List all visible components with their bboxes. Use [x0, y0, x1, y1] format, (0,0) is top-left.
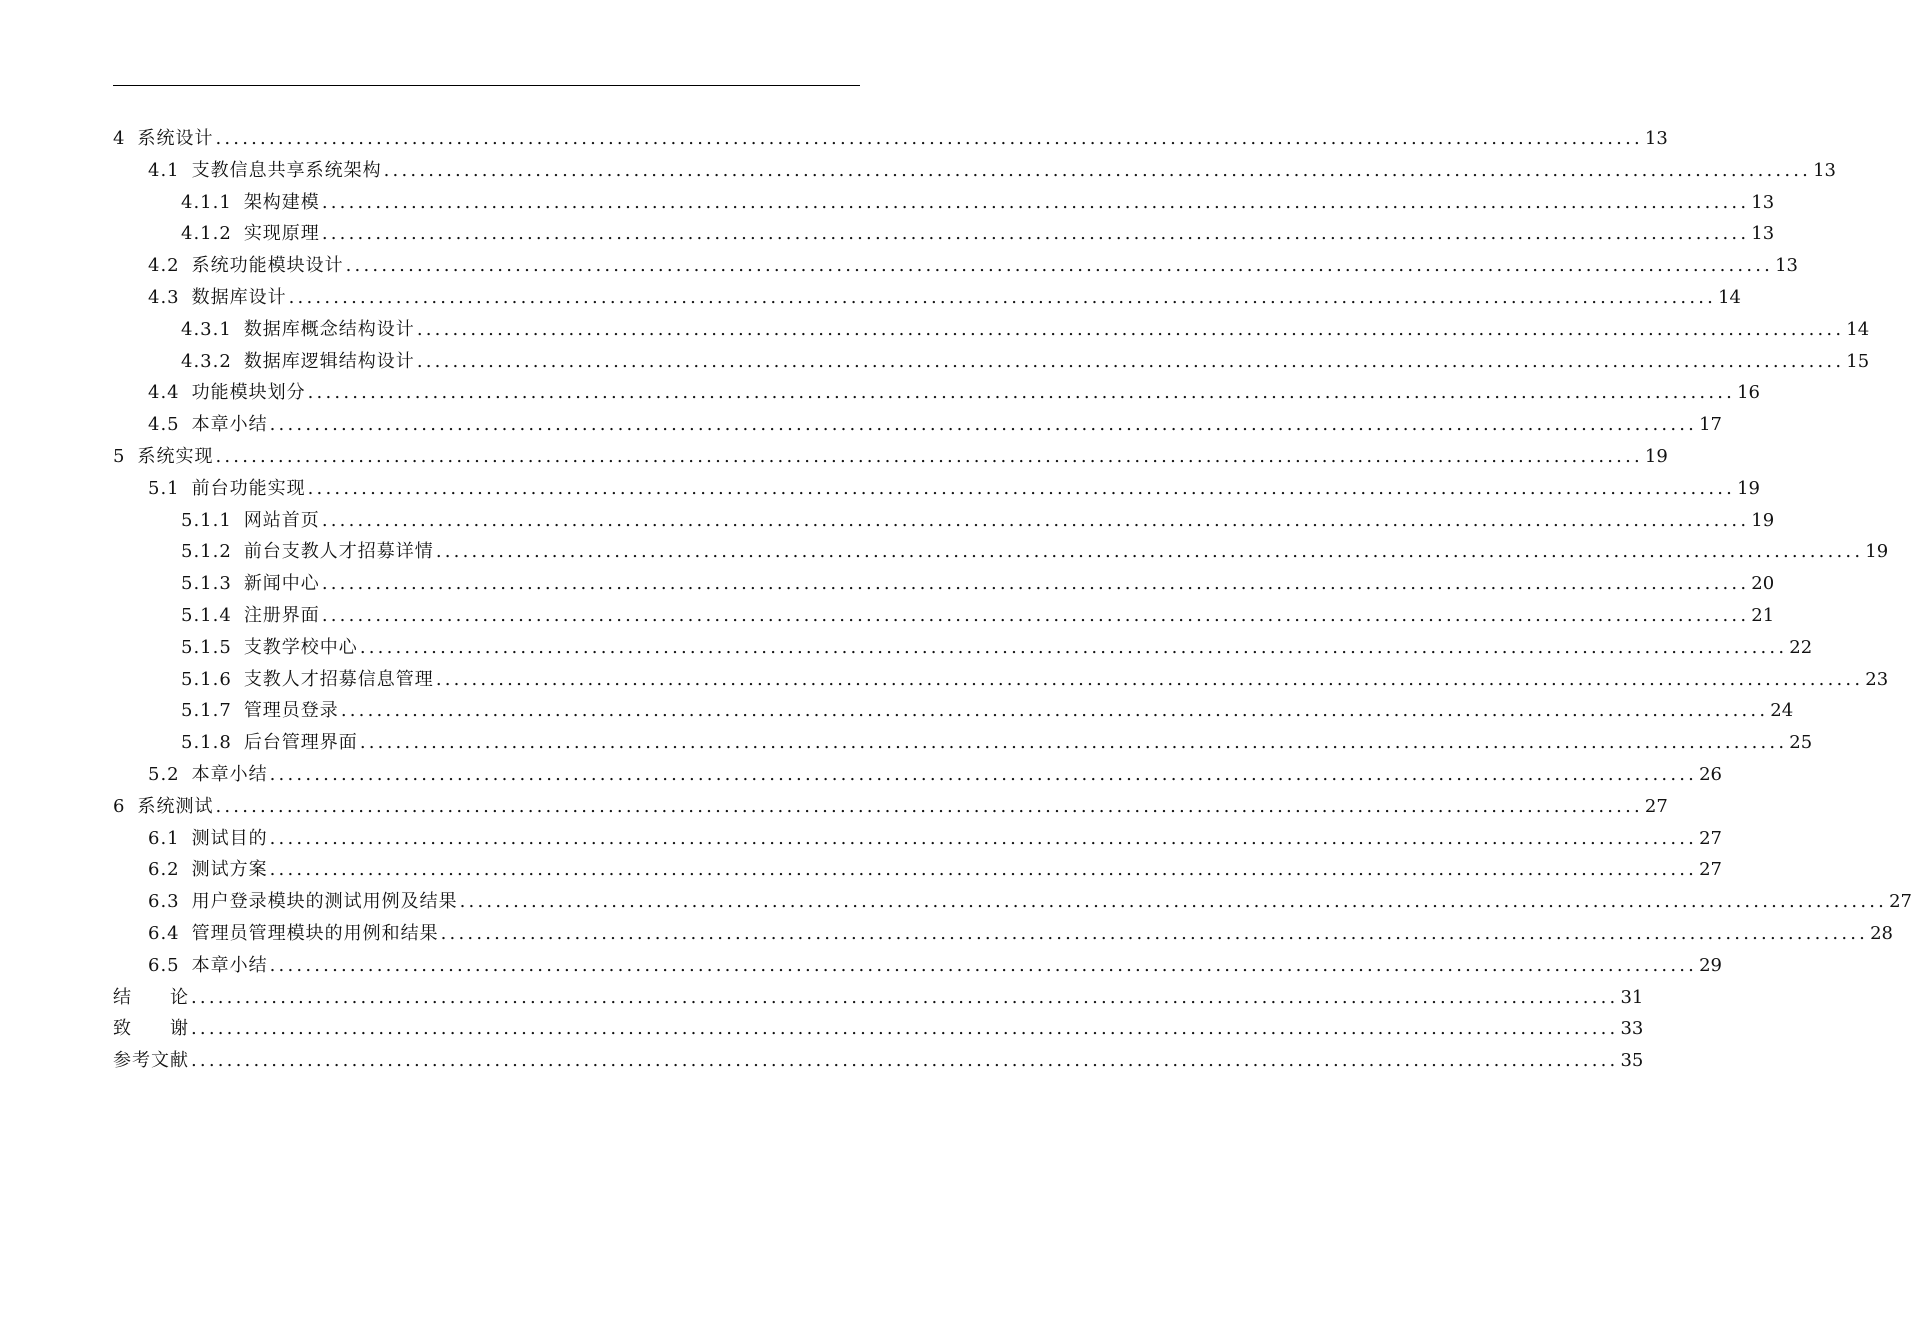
toc-entry-title: 系统功能模块设计 [191, 255, 344, 277]
dot-leader: ................................................................................................................................................................ [307, 477, 1736, 499]
toc-entry[interactable] [113, 664, 1889, 696]
toc-entry-number: 5.1.5 [181, 636, 232, 658]
toc-entry-number: 6.1 [148, 827, 180, 849]
toc-entry-page-number: 26 [1699, 763, 1723, 785]
toc-entry-page-number: 19 [1751, 509, 1775, 531]
toc-entry-title: 架构建模 [243, 191, 320, 213]
toc-entry-title: 前台功能实现 [191, 477, 306, 499]
toc-entry-page-number: 27 [1644, 795, 1668, 817]
toc-entry-number: 4.3 [148, 286, 180, 308]
toc-entry-page-number: 28 [1870, 922, 1894, 944]
table-of-contents [113, 123, 1912, 1077]
dot-leader: ................................................................................................................................................................ [359, 636, 1788, 658]
toc-entry[interactable] [113, 632, 1813, 664]
toc-entry-number: 6.3 [148, 891, 180, 913]
toc-entry[interactable] [113, 600, 1775, 632]
toc-entry-title: 功能模块划分 [191, 382, 306, 404]
dot-leader: ................................................................................................................................................................ [440, 922, 1869, 944]
toc-entry[interactable] [113, 695, 1794, 727]
toc-entry[interactable] [113, 886, 1912, 918]
toc-entry-title: 结 论 [113, 986, 189, 1008]
toc-entry-title: 测试方案 [191, 859, 268, 881]
toc-entry-page-number: 19 [1644, 445, 1668, 467]
toc-entry[interactable] [113, 409, 1723, 441]
toc-entry-number: 5.1.7 [181, 700, 232, 722]
toc-entry-page-number: 19 [1737, 477, 1761, 499]
toc-entry[interactable] [113, 441, 1668, 473]
toc-entry[interactable] [113, 854, 1723, 886]
toc-entry-page-number: 13 [1813, 159, 1837, 181]
toc-entry-page-number: 17 [1699, 414, 1723, 436]
toc-entry-page-number: 19 [1865, 541, 1889, 563]
toc-entry-number: 5.1 [148, 477, 180, 499]
toc-entry-number: 5.1.3 [181, 573, 232, 595]
toc-entry-page-number: 29 [1699, 954, 1723, 976]
toc-entry-page-number: 20 [1751, 573, 1775, 595]
dot-leader: ................................................................................................................................................................ [345, 255, 1774, 277]
toc-entry[interactable] [113, 314, 1870, 346]
toc-entry-title: 注册界面 [243, 604, 320, 626]
toc-entry-page-number: 23 [1865, 668, 1889, 690]
dot-leader: ................................................................................................................................................................ [215, 128, 1643, 149]
dot-leader: ................................................................................................................................................................ [191, 1018, 1619, 1040]
toc-entry-number: 4.3.2 [181, 350, 232, 372]
toc-entry-title: 系统测试 [137, 795, 214, 817]
toc-entry[interactable] [113, 473, 1761, 505]
toc-entry[interactable] [113, 377, 1761, 409]
toc-entry[interactable] [113, 282, 1742, 314]
toc-entry-title: 新闻中心 [243, 573, 320, 595]
toc-entry-title: 用户登录模块的测试用例及结果 [191, 891, 458, 913]
toc-entry-number: 4.1.2 [181, 223, 232, 245]
toc-entry-page-number: 27 [1889, 891, 1912, 913]
toc-entry-number: 5.1.4 [181, 604, 232, 626]
toc-entry-number: 6.5 [148, 954, 180, 976]
toc-entry[interactable] [113, 536, 1889, 568]
toc-entry-title: 网站首页 [243, 509, 320, 531]
dot-leader: ................................................................................................................................................................ [416, 350, 1845, 372]
toc-entry-title: 支教学校中心 [243, 636, 358, 658]
toc-entry-number: 5.1.6 [181, 668, 232, 690]
toc-entry[interactable] [113, 727, 1813, 759]
toc-entry-page-number: 14 [1718, 286, 1742, 308]
dot-leader: ................................................................................................................................................................ [321, 509, 1750, 531]
dot-leader: ................................................................................................................................................................ [269, 954, 1698, 976]
toc-entry-number: 4.1.1 [181, 191, 232, 213]
toc-entry-page-number: 15 [1846, 350, 1870, 372]
toc-entry-page-number: 25 [1789, 732, 1813, 754]
toc-entry[interactable] [113, 155, 1837, 187]
dot-leader: ................................................................................................................................................................ [288, 286, 1717, 308]
toc-entry-number: 5.1.2 [181, 541, 232, 563]
dot-leader: ................................................................................................................................................................ [321, 191, 1750, 213]
toc-entry-title: 管理员登录 [243, 700, 339, 722]
toc-entry-number: 5.2 [148, 763, 180, 785]
toc-entry-page-number: 22 [1789, 636, 1813, 658]
toc-entry[interactable] [113, 187, 1775, 219]
toc-entry[interactable] [113, 982, 1644, 1014]
toc-entry-title: 致 谢 [113, 1018, 189, 1040]
dot-leader: ................................................................................................................................................................ [269, 827, 1698, 849]
dot-leader: ................................................................................................................................................................ [191, 1050, 1619, 1072]
toc-entry-number: 6 [113, 795, 126, 817]
toc-entry[interactable] [113, 1013, 1644, 1045]
toc-entry[interactable] [113, 218, 1775, 250]
toc-entry-title: 管理员管理模块的用例和结果 [191, 922, 439, 944]
toc-entry-page-number: 31 [1620, 986, 1644, 1008]
toc-entry-title: 系统实现 [137, 445, 214, 467]
toc-entry-title: 系统设计 [137, 128, 214, 149]
toc-entry-title: 数据库逻辑结构设计 [243, 350, 415, 372]
toc-entry[interactable] [113, 823, 1723, 855]
toc-entry-number: 4 [113, 128, 126, 149]
toc-entry[interactable] [113, 505, 1775, 537]
toc-entry-number: 6.4 [148, 922, 180, 944]
dot-leader: ................................................................................................................................................................ [269, 859, 1698, 881]
toc-entry-title: 本章小结 [191, 414, 268, 436]
toc-entry-title: 实现原理 [243, 223, 320, 245]
dot-leader: ................................................................................................................................................................ [383, 159, 1812, 181]
toc-entry-page-number: 24 [1770, 700, 1794, 722]
dot-leader: ................................................................................................................................................................ [269, 414, 1698, 436]
toc-entry[interactable] [113, 1045, 1644, 1077]
dot-leader: ................................................................................................................................................................ [321, 573, 1750, 595]
toc-entry[interactable] [113, 759, 1723, 791]
dot-leader: ................................................................................................................................................................ [435, 541, 1864, 563]
toc-entry-page-number: 14 [1846, 318, 1870, 340]
dot-leader: ................................................................................................................................................................ [191, 986, 1619, 1008]
toc-entry-title: 本章小结 [191, 954, 268, 976]
toc-entry-title: 后台管理界面 [243, 732, 358, 754]
toc-entry[interactable] [113, 791, 1668, 823]
toc-entry[interactable] [113, 250, 1799, 282]
dot-leader: ................................................................................................................................................................ [215, 795, 1643, 817]
toc-entry[interactable] [113, 123, 1668, 155]
dot-leader: ................................................................................................................................................................ [321, 604, 1750, 626]
toc-entry-title: 参考文献 [113, 1050, 189, 1072]
header-rule [113, 85, 860, 86]
dot-leader: ................................................................................................................................................................ [321, 223, 1750, 245]
dot-leader: ................................................................................................................................................................ [359, 732, 1788, 754]
toc-entry-title: 本章小结 [191, 763, 268, 785]
toc-entry-number: 4.5 [148, 414, 180, 436]
dot-leader: ................................................................................................................................................................ [307, 382, 1736, 404]
toc-entry-title: 支教信息共享系统架构 [191, 159, 382, 181]
toc-entry-page-number: 13 [1751, 191, 1775, 213]
toc-entry[interactable] [113, 346, 1870, 378]
toc-entry[interactable] [113, 950, 1723, 982]
toc-entry-number: 5.1.8 [181, 732, 232, 754]
toc-entry-title: 数据库设计 [191, 286, 287, 308]
dot-leader: ................................................................................................................................................................ [269, 763, 1698, 785]
dot-leader: ................................................................................................................................................................ [435, 668, 1864, 690]
toc-entry-number: 5.1.1 [181, 509, 232, 531]
toc-entry-number: 4.1 [148, 159, 180, 181]
toc-entry-page-number: 13 [1751, 223, 1775, 245]
toc-entry-page-number: 16 [1737, 382, 1761, 404]
dot-leader: ................................................................................................................................................................ [416, 318, 1845, 340]
toc-entry-title: 支教人才招募信息管理 [243, 668, 434, 690]
toc-entry[interactable] [113, 918, 1894, 950]
toc-entry-title: 前台支教人才招募详情 [243, 541, 434, 563]
toc-entry-title: 测试目的 [191, 827, 268, 849]
dot-leader: ................................................................................................................................................................ [459, 891, 1888, 913]
dot-leader: ................................................................................................................................................................ [215, 445, 1643, 467]
toc-entry-number: 4.3.1 [181, 318, 232, 340]
toc-entry[interactable] [113, 568, 1775, 600]
toc-entry-title: 数据库概念结构设计 [243, 318, 415, 340]
toc-entry-page-number: 27 [1699, 859, 1723, 881]
toc-entry-page-number: 27 [1699, 827, 1723, 849]
dot-leader: ................................................................................................................................................................ [340, 700, 1769, 722]
toc-entry-page-number: 13 [1644, 128, 1668, 149]
toc-entry-number: 6.2 [148, 859, 180, 881]
toc-entry-page-number: 33 [1620, 1018, 1644, 1040]
toc-entry-number: 4.2 [148, 255, 180, 277]
toc-entry-number: 5 [113, 445, 126, 467]
toc-entry-page-number: 13 [1775, 255, 1799, 277]
toc-entry-page-number: 35 [1620, 1050, 1644, 1072]
toc-entry-number: 4.4 [148, 382, 180, 404]
toc-entry-page-number: 21 [1751, 604, 1775, 626]
